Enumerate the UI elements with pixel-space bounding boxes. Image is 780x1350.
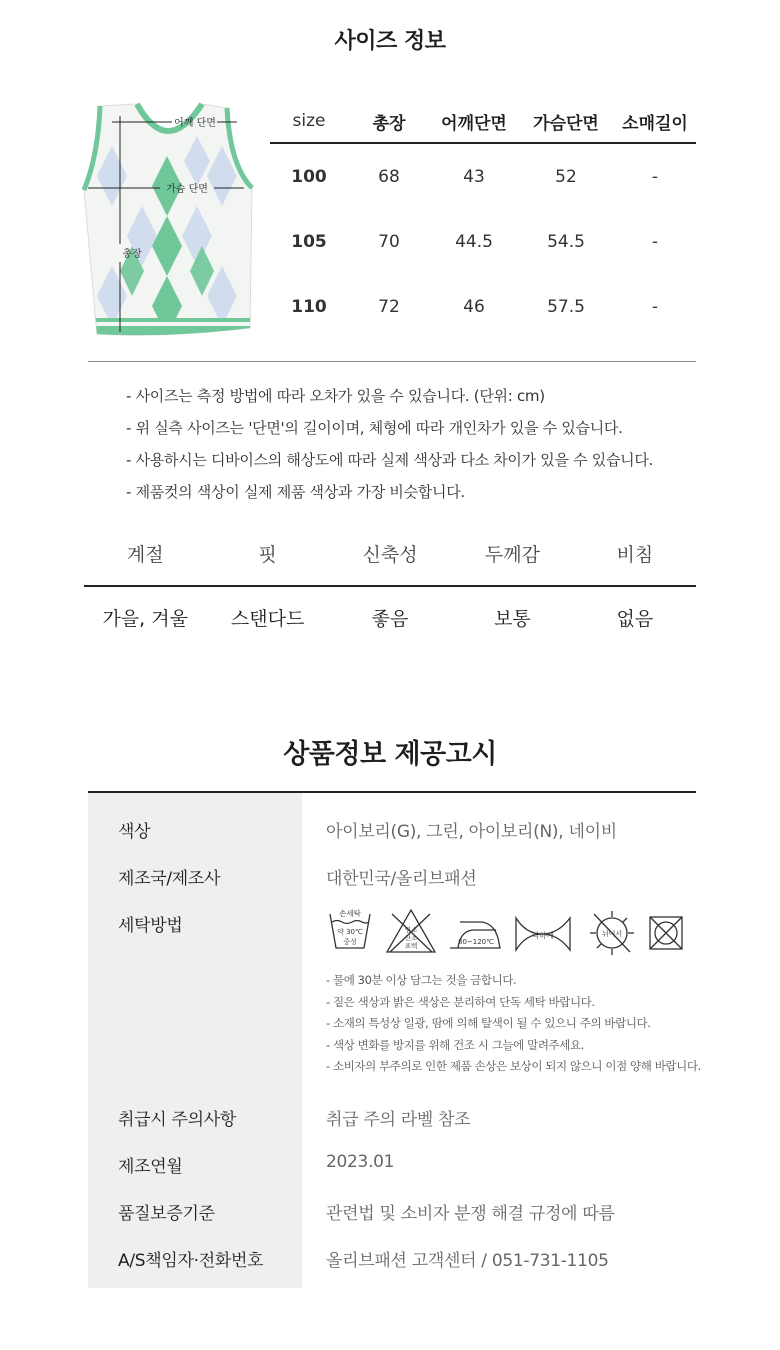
notice-label-handling: 취급시 주의사항 [118, 1110, 236, 1130]
hand-wash-icon [330, 908, 370, 948]
note-item: - 사이즈는 측정 방법에 따라 오차가 있을 수 있습니다. (단위: cm) [126, 387, 545, 405]
size-cell: 105 [291, 231, 327, 252]
care-icons [326, 908, 686, 958]
attr-header-season: 계절 [126, 544, 164, 566]
attr-header-thickness: 두께감 [484, 544, 540, 566]
size-cell: 70 [378, 231, 400, 252]
notice-value-color: 아이보리(G), 그린, 아이보리(N), 네이비 [326, 822, 617, 842]
size-cell: 54.5 [547, 231, 585, 252]
care-notes [326, 971, 701, 1079]
size-table-row [270, 209, 696, 274]
svg-text:약하게: 약하게 [532, 931, 554, 940]
size-cell: - [651, 296, 659, 317]
size-table [270, 100, 696, 339]
product-notice-table [88, 791, 701, 1288]
vest-size-diagram [72, 96, 262, 346]
svg-text:80~120℃: 80~120℃ [458, 938, 494, 946]
size-cell: 46 [463, 296, 485, 317]
size-notes [126, 384, 653, 512]
dry-shade-icon [590, 911, 634, 955]
attributes-header [84, 540, 696, 587]
size-cell: 110 [291, 296, 327, 317]
notice-value-origin: 대한민국/올리브패션 [326, 869, 477, 889]
size-cell: - [651, 231, 659, 252]
attr-value-elasticity: 좋음 [371, 607, 409, 630]
shoulder-width-label: 어깨 단면 [174, 118, 216, 129]
svg-text:표백: 표백 [404, 942, 418, 950]
product-attributes [84, 540, 696, 647]
size-header-cell: size [292, 111, 326, 131]
notice-label-origin: 제조국/제조사 [118, 869, 221, 889]
notice-label-warranty: 품질보증기준 [118, 1204, 215, 1224]
size-divider [88, 361, 696, 362]
attr-value-season: 가을, 겨울 [102, 607, 188, 630]
note-item: - 사용하시는 디바이스의 해상도에 따라 실제 색상과 다소 차이가 있을 수 있습니다. [126, 451, 654, 469]
svg-text:손세탁: 손세탁 [339, 909, 361, 918]
svg-text:뉘어서: 뉘어서 [601, 930, 623, 938]
note-item: - 제품컷의 색상이 실제 제품 색상과 가장 비슷합니다. [126, 483, 465, 501]
notice-value-manufacture-date: 2023.01 [326, 1152, 395, 1172]
wring-gently-icon [516, 918, 570, 950]
size-cell: 57.5 [547, 296, 585, 317]
attr-header-elasticity: 신축성 [362, 544, 418, 566]
size-cell: 100 [291, 166, 327, 187]
care-note-item: - 색상 변화를 방지를 위해 건조 시 그늘에 말려주세요. [326, 1037, 584, 1052]
size-table-row [270, 274, 696, 339]
svg-text:산소: 산소 [404, 934, 418, 942]
notice-label-as-contact: A/S책임자·전화번호 [118, 1251, 264, 1271]
total-length-label: 총장 [122, 249, 142, 260]
attr-value-thickness: 보통 [494, 607, 531, 630]
size-cell: 68 [378, 166, 400, 187]
notice-label-color: 색상 [118, 822, 151, 842]
notice-label-washing: 세탁방법 [118, 916, 183, 936]
notice-value-as-contact: 올리브패션 고객센터 / 051-731-1105 [326, 1251, 609, 1271]
note-item: - 위 실측 사이즈는 '단면'의 길이이며, 체형에 따라 개인차가 있을 수 있습니다. [126, 419, 623, 437]
no-bleach-icon [387, 910, 435, 952]
size-header-cell: 총장 [372, 113, 406, 134]
chest-width-label: 가슴 단면 [166, 184, 208, 195]
no-tumble-dry-icon [650, 917, 682, 949]
attr-value-sheerness: 없음 [616, 607, 654, 630]
size-header-cell: 소매길이 [622, 113, 688, 134]
size-cell: 52 [555, 166, 577, 187]
care-note-item: - 소비자의 부주의로 인한 제품 손상은 보상이 되지 않으니 이점 양해 바랍니다. [326, 1059, 701, 1073]
notice-value-handling: 취급 주의 라벨 참조 [326, 1110, 471, 1130]
size-cell: - [651, 166, 659, 187]
size-cell: 44.5 [455, 231, 493, 252]
svg-text:중성: 중성 [343, 938, 357, 946]
care-note-item: - 소재의 특성상 일광, 땀에 의해 탈색이 될 수 있으니 주의 바랍니다. [326, 1016, 651, 1030]
svg-text:약 30℃: 약 30℃ [337, 928, 363, 936]
iron-icon [450, 922, 500, 948]
notice-value-warranty: 관련법 및 소비자 분쟁 해결 규정에 따름 [326, 1204, 615, 1224]
notice-title: 상품정보 제공고시 [283, 739, 497, 770]
attr-value-fit: 스탠다드 [230, 607, 305, 630]
size-cell: 72 [378, 296, 400, 317]
size-cell: 43 [463, 166, 485, 187]
size-header-cell: 어깨단면 [441, 113, 507, 134]
size-table-row [270, 144, 696, 209]
care-note-item: - 물에 30분 이상 담그는 것을 금합니다. [326, 973, 517, 987]
svg-text:염소: 염소 [404, 926, 418, 934]
care-note-item: - 짙은 색상과 밝은 색상은 분리하여 단독 세탁 바랍니다. [326, 994, 595, 1009]
size-table-header [270, 100, 696, 144]
notice-label-manufacture-date: 제조연월 [118, 1157, 183, 1177]
attr-header-fit: 핏 [258, 544, 277, 566]
attributes-values [84, 587, 696, 647]
size-info-title: 사이즈 정보 [334, 29, 446, 54]
attr-header-sheerness: 비침 [616, 544, 654, 566]
size-header-cell: 가슴단면 [533, 113, 599, 134]
